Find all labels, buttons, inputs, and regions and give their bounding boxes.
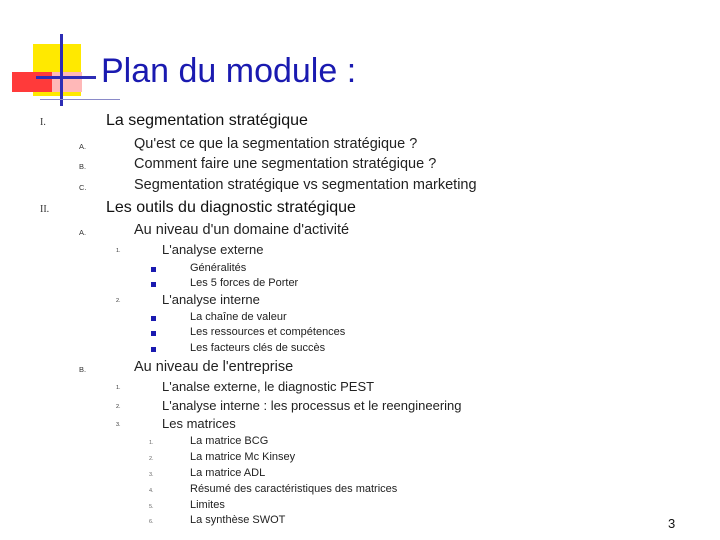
outline-text: La segmentation stratégique (106, 112, 308, 129)
decor-vertical-bar (60, 34, 63, 106)
decor-red-square (12, 72, 52, 92)
bullet-text: Les facteurs clés de succès (190, 342, 326, 354)
outline-marker: 1. (116, 385, 121, 391)
square-bullet-icon (151, 282, 156, 287)
outline-text: L'analyse externe (162, 242, 264, 257)
outline-marker: A. (79, 228, 87, 237)
outline-marker: 2. (149, 456, 154, 462)
bullet-text: Les 5 forces de Porter (190, 277, 299, 289)
outline-marker: B. (79, 162, 87, 171)
matrix-text: La matrice Mc Kinsey (190, 451, 296, 463)
matrix-text: Limites (190, 499, 225, 511)
outline-text: Au niveau d'un domaine d'activité (134, 222, 350, 238)
outline-marker: 4. (149, 488, 154, 494)
outline-text: Les matrices (162, 416, 236, 431)
outline-text: Au niveau de l'entreprise (134, 359, 294, 375)
decor-horizontal-bar (36, 76, 96, 79)
outline-marker: 3. (149, 472, 154, 478)
square-bullet-icon (151, 331, 156, 336)
outline-marker: II. (40, 204, 50, 215)
outline-text: Les outils du diagnostic stratégique (106, 199, 356, 216)
outline-text: L'analse externe, le diagnostic PEST (162, 379, 375, 394)
matrix-text: Résumé des caractéristiques des matrices (190, 483, 398, 495)
outline-marker: 2. (116, 404, 121, 410)
outline-marker: 3. (116, 422, 121, 428)
outline-marker: A. (79, 142, 87, 151)
square-bullet-icon (151, 316, 156, 321)
page-number: 3 (668, 516, 676, 531)
outline-marker: B. (79, 365, 87, 374)
square-bullet-icon (151, 267, 156, 272)
outline-marker: 1. (149, 440, 154, 446)
matrix-text: La synthèse SWOT (190, 514, 286, 526)
outline-text: Qu'est ce que la segmentation stratégique ? (134, 136, 418, 152)
bullet-text: La chaîne de valeur (190, 311, 287, 323)
bullet-text: Les ressources et compétences (190, 326, 346, 338)
corner-decoration (0, 0, 100, 110)
outline-marker: 1. (116, 248, 121, 254)
outline-text: L'analyse interne : les processus et le reengineering (162, 398, 462, 413)
matrix-text: La matrice ADL (190, 467, 266, 479)
outline-marker: 5. (149, 504, 154, 510)
outline-marker: I. (40, 117, 46, 128)
outline-text: Comment faire une segmentation stratégique ? (134, 156, 437, 172)
outline-text: L'analyse interne (162, 292, 260, 307)
outline-marker: 2. (116, 298, 121, 304)
bullet-text: Généralités (190, 262, 247, 274)
outline-marker: 6. (149, 519, 154, 525)
outline-text: Segmentation stratégique vs segmentation marketing (134, 177, 477, 193)
outline-marker: C. (79, 183, 87, 192)
decor-pink-square (52, 72, 82, 92)
decor-horizontal-rule (40, 99, 120, 100)
matrix-text: La matrice BCG (190, 435, 269, 447)
square-bullet-icon (151, 347, 156, 352)
slide-title: Plan du module : (101, 52, 357, 90)
